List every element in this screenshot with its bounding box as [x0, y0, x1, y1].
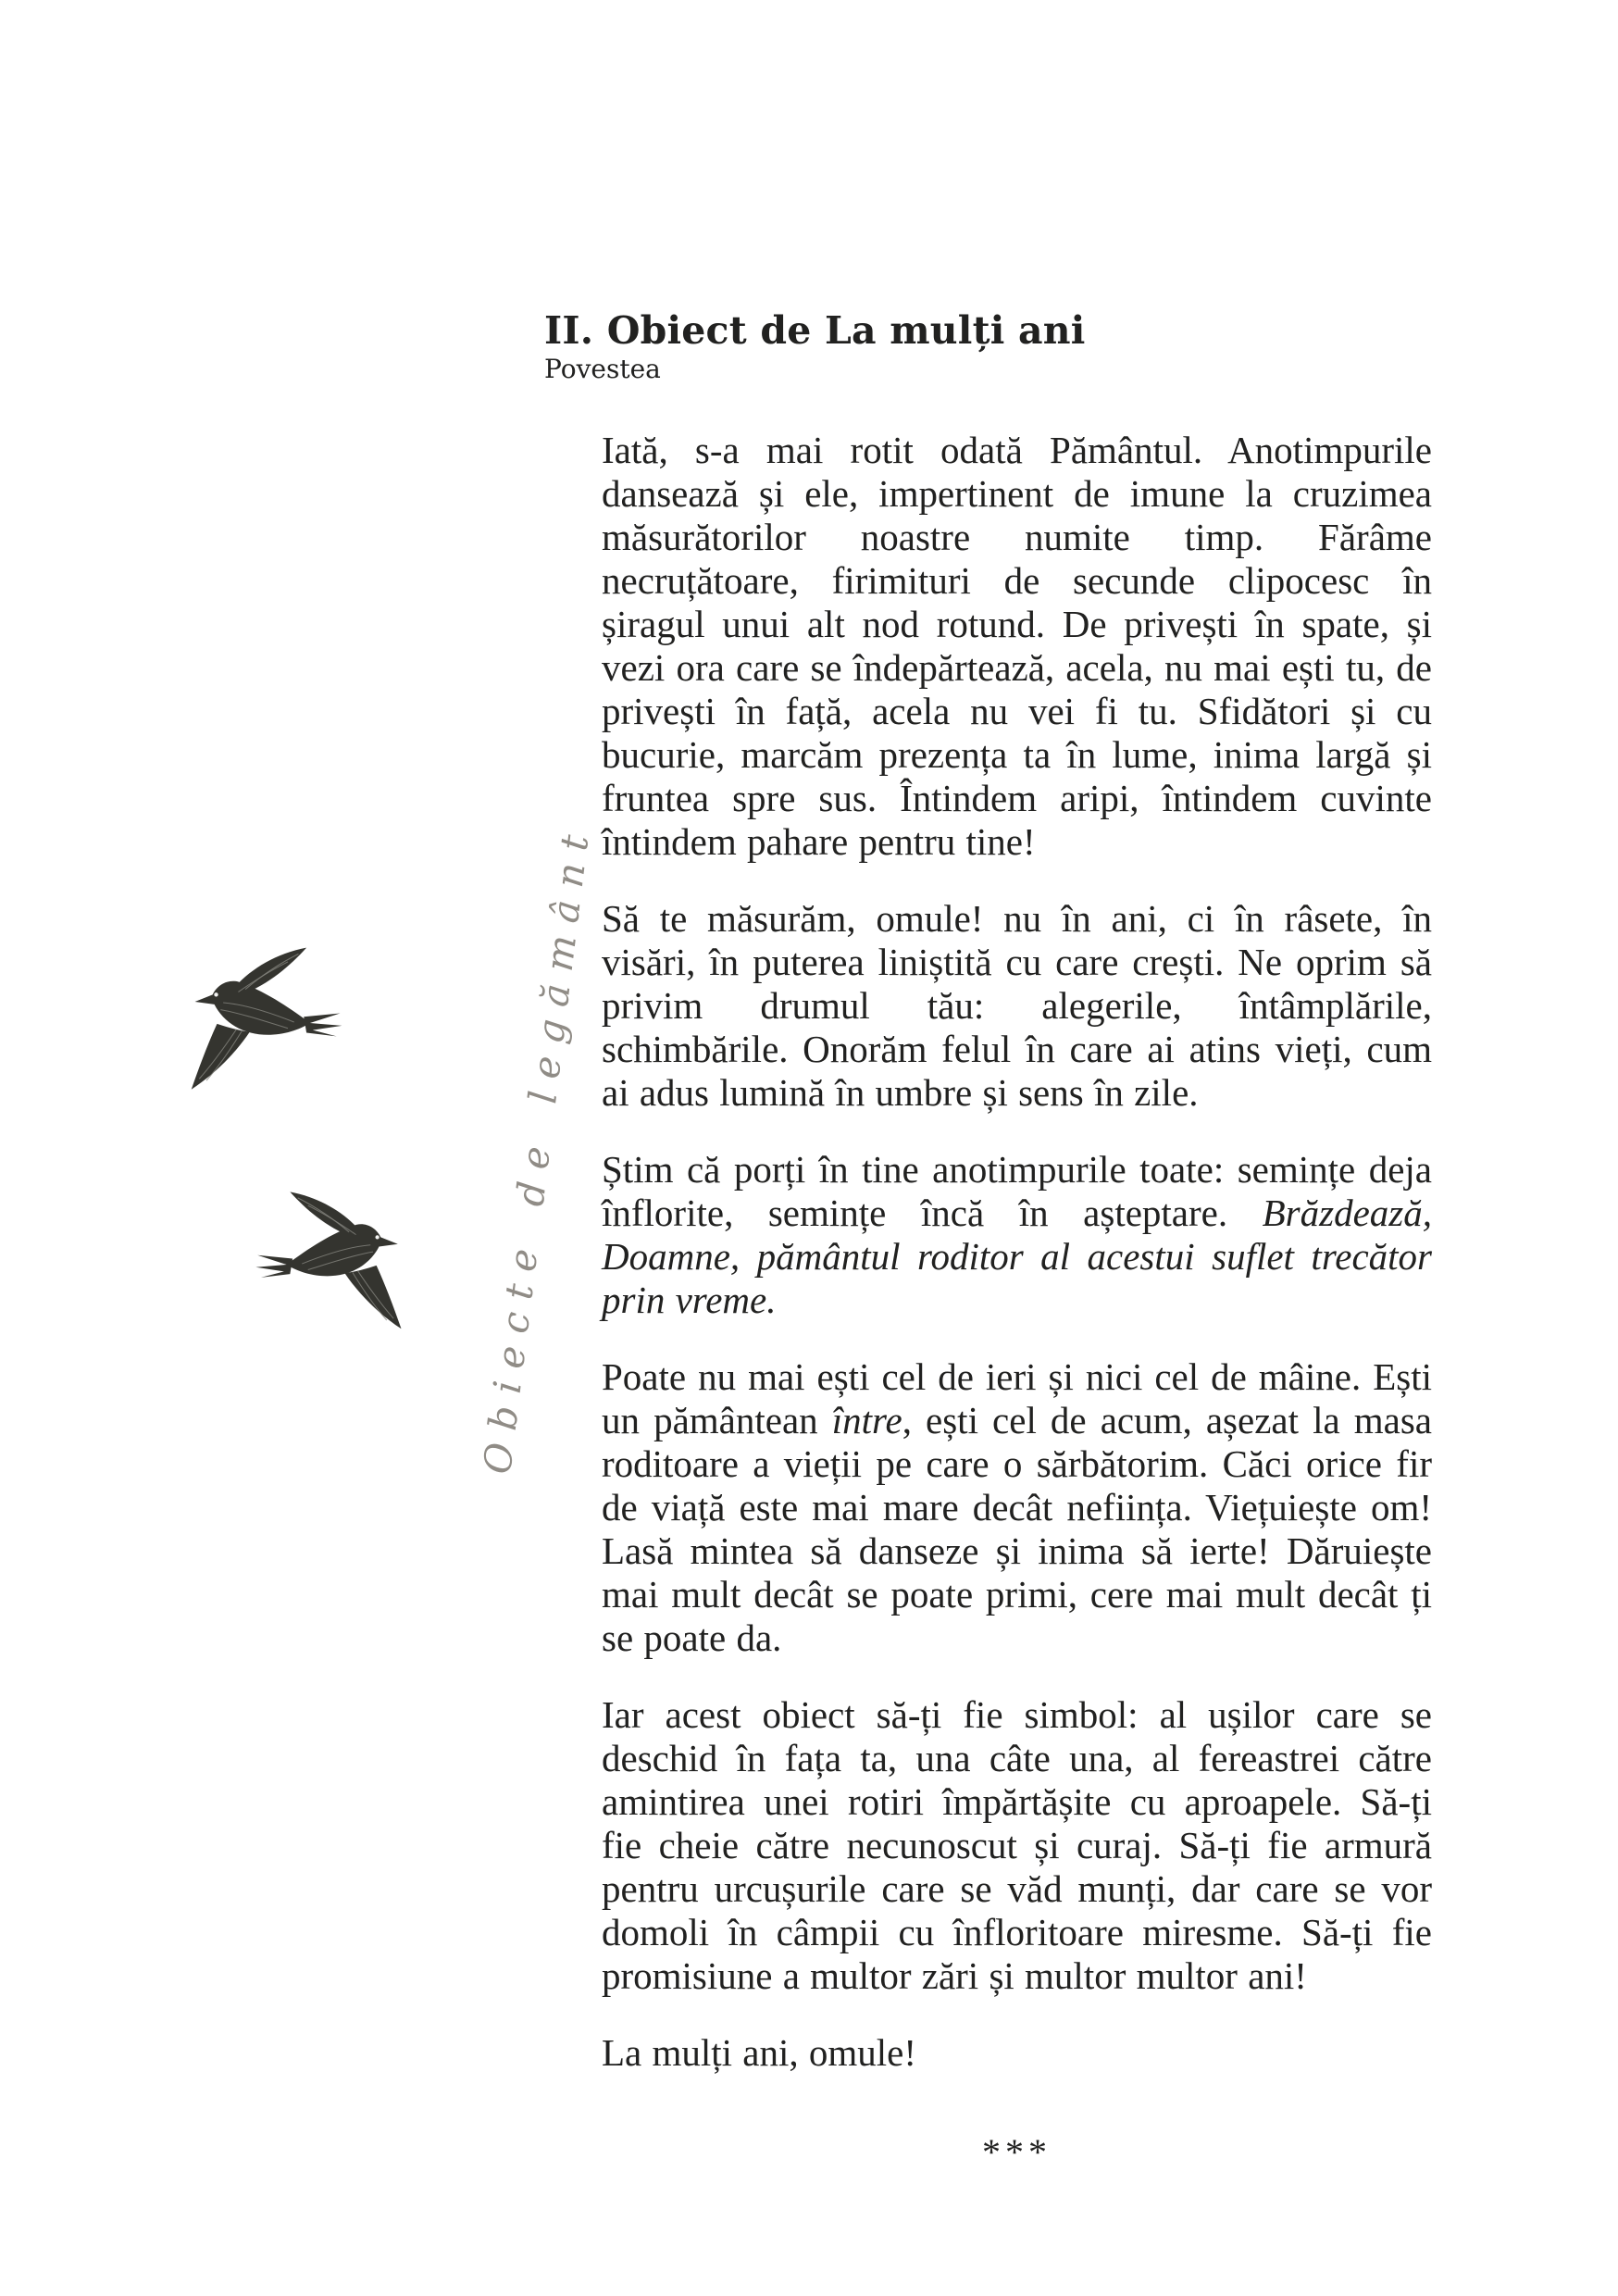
- page-title: II. Obiect de La mulți ani: [544, 308, 1086, 353]
- text-run: Iată, s-a mai rotit odată Pământul. Anotimpurile dansează și ele, impertinent de imune la cruzimea măsurătorilor noastre numite timp. Fărâme necruțătoare, firimituri de secunde clipocesc în șiragul unui alt nod rotund. De privești în spate, și vezi ora care se îndepărtează, acela, nu mai ești tu, de privești în față, acela nu vei fi tu. Sfidători și cu bucurie, marcăm prezența ta în lume, inima largă și fruntea spre sus. Întindem aripi, întindem cuvinte întindem pahare pentru tine!: [602, 429, 1432, 863]
- story-paragraph: [602, 1693, 1432, 1998]
- header: [544, 308, 1086, 385]
- text-run: La mulți ani, omule!: [602, 2031, 917, 2074]
- italic-text-run: între: [831, 1399, 902, 1441]
- story-paragraph: [602, 2031, 1432, 2075]
- closing-mark: ***: [982, 2131, 1052, 2173]
- vertical-margin-caption: Obiecte de legământ: [474, 819, 600, 1477]
- text-run: , ești cel de acum, așezat la masa roditoare a vieții pe care o sărbătorim. Căci orice fir de viață este mai mare decât neființa. Viețuiește om! Lasă mintea să danseze și inima să ierte! Dăruiește mai mult decât se poate primi, cere mai mult decât ți se poate da.: [602, 1399, 1432, 1659]
- story-paragraphs: [602, 429, 1432, 2075]
- story-paragraph: [602, 1355, 1432, 1660]
- story-paragraph: [602, 897, 1432, 1115]
- text-run: Poate nu mai ești cel de ieri și nici cel de mâine. Ești un pământean: [602, 1355, 1432, 1441]
- bird-flying-left-icon: [183, 941, 352, 1104]
- text-run: Știm că porți în tine anotimpurile toate: semințe deja înflorite, semințe încă în așteptare.: [602, 1148, 1432, 1234]
- page-subtitle: Povestea: [544, 354, 661, 385]
- bird-flying-right-icon: [246, 1185, 409, 1343]
- text-run: Să te măsurăm, omule! nu în ani, ci în râsete, în visări, în puterea liniștită cu care crești. Ne oprim să privim drumul tău: alegerile, întâmplările, schimbările. Onorăm felul în care ai atins vieți, cum ai adus lumină în umbre și sens în zile.: [602, 897, 1432, 1114]
- story: [602, 429, 1432, 2174]
- story-paragraph: [602, 429, 1432, 864]
- italic-text-run: Brăzdează, Doamne, pământul roditor al acestui suflet trecător prin vreme.: [602, 1192, 1432, 1321]
- text-run: Iar acest obiect să-ți fie simbol: al ușilor care se deschid în fața ta, una câte una, al fereastrei către amintirea unei rotiri împărtășite cu aproapele. Să-ți fie cheie către necunoscut și curaj. Să-ți fie armură pentru urcușurile care se văd munți, dar care se vor domoli în câmpii cu înfloritoare miresme. Să-ți fie promisiune a multor zări și multor multor ani!: [602, 1693, 1432, 1997]
- story-paragraph: [602, 1148, 1432, 1322]
